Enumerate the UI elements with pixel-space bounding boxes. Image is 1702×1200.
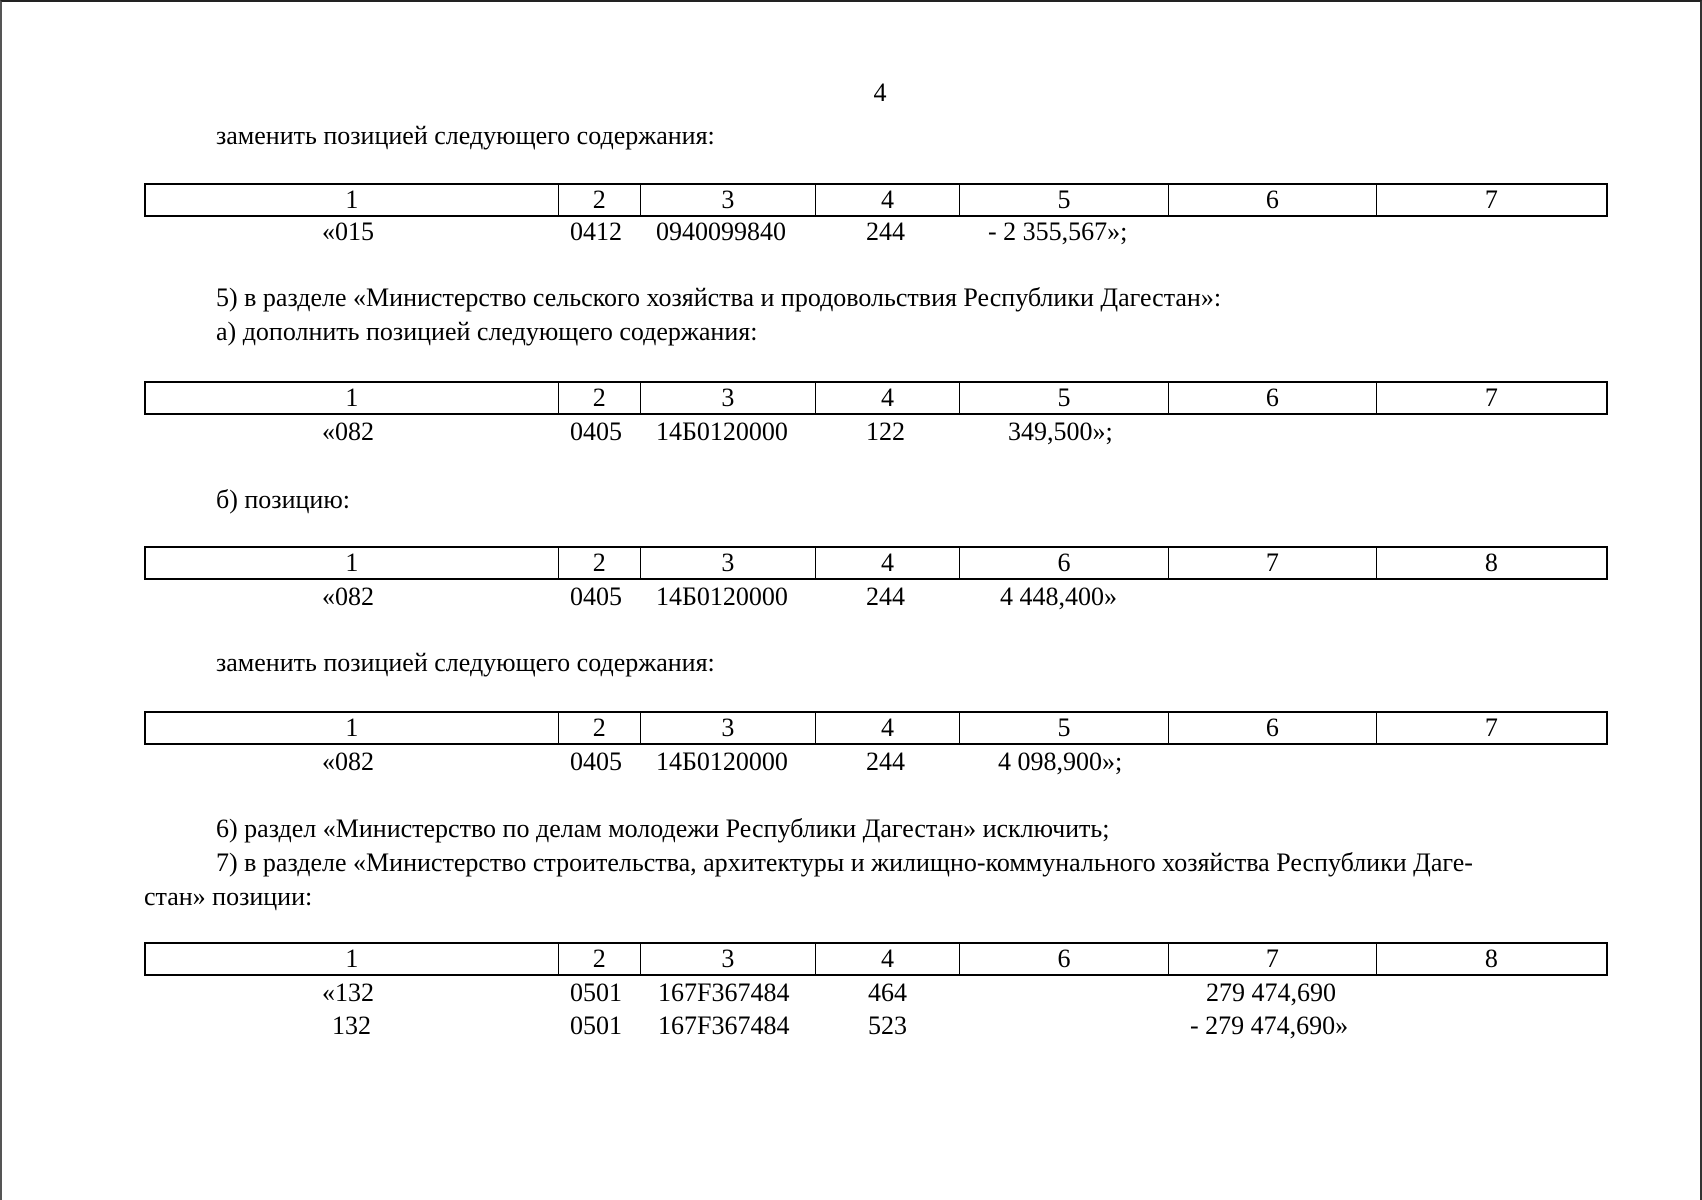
cell-col4: 244 xyxy=(866,747,905,776)
cell-col1: «132 xyxy=(322,978,374,1007)
header-cell: 2 xyxy=(559,713,641,743)
header-cell: 6 xyxy=(1169,383,1376,413)
header-cell: 5 xyxy=(960,185,1169,215)
table-3-header xyxy=(144,546,1608,580)
header-cell: 8 xyxy=(1484,548,1498,577)
header-cell: 7 xyxy=(1169,944,1376,974)
header-cell: 2 xyxy=(559,944,641,974)
cell-col2: 0405 xyxy=(570,747,622,776)
cell-col3: 14Б0120000 xyxy=(656,747,788,776)
table-2-header xyxy=(144,381,1608,415)
paragraph-replace-2: заменить позицией следующего содержания: xyxy=(216,648,715,677)
header-cell: 7 xyxy=(1484,383,1498,412)
header-cell: 6 xyxy=(1169,713,1376,743)
table-row xyxy=(144,747,1608,779)
cell-col3: 0940099840 xyxy=(656,217,786,246)
header-cell: 6 xyxy=(1169,185,1376,215)
cell-col4: 244 xyxy=(866,217,905,246)
cell-col1: 132 xyxy=(332,1011,371,1040)
cell-col2: 0405 xyxy=(570,417,622,446)
cell-col2: 0501 xyxy=(570,978,622,1007)
header-cell: 1 xyxy=(146,944,559,974)
cell-col4: 523 xyxy=(868,1011,907,1040)
cell-col2: 0501 xyxy=(570,1011,622,1040)
cell-col3: 14Б0120000 xyxy=(656,582,788,611)
cell-col2: 0405 xyxy=(570,582,622,611)
header-cell: 7 xyxy=(1169,548,1376,578)
table-row xyxy=(144,417,1608,449)
table-5-header xyxy=(144,942,1608,976)
header-cell: 7 xyxy=(1484,185,1498,214)
header-cell: 4 xyxy=(816,944,960,974)
header-cell: 2 xyxy=(559,383,641,413)
cell-value: - 2 355,567»; xyxy=(988,217,1128,246)
header-cell: 7 xyxy=(1484,713,1498,742)
cell-col3: 14Б0120000 xyxy=(656,417,788,446)
cell-col4: 122 xyxy=(866,417,905,446)
header-cell: 4 xyxy=(816,548,960,578)
header-cell: 5 xyxy=(960,713,1169,743)
paragraph-section-5: 5) в разделе «Министерство сельского хозяйства и продовольствия Республики Дагестан»: xyxy=(216,283,1222,312)
header-cell: 3 xyxy=(641,944,817,974)
header-cell: 3 xyxy=(641,185,817,215)
header-cell: 8 xyxy=(1484,944,1498,973)
header-cell: 2 xyxy=(559,185,641,215)
header-cell: 4 xyxy=(816,713,960,743)
table-row xyxy=(144,582,1608,614)
paragraph-5a: а) дополнить позицией следующего содержания: xyxy=(216,317,758,346)
cell-value: - 279 474,690» xyxy=(1190,1011,1349,1040)
header-cell: 4 xyxy=(816,383,960,413)
cell-col1: «015 xyxy=(322,217,374,246)
cell-col3: 167F367484 xyxy=(658,978,790,1007)
cell-col1: «082 xyxy=(322,747,374,776)
cell-value: 349,500»; xyxy=(1008,417,1113,446)
cell-value: 4 098,900»; xyxy=(998,747,1123,776)
paragraph-section-6: 6) раздел «Министерство по делам молодежи Республики Дагестан» исключить; xyxy=(216,814,1110,843)
header-cell: 5 xyxy=(960,383,1169,413)
header-cell: 1 xyxy=(146,185,559,215)
cell-value: 279 474,690 xyxy=(1206,978,1336,1007)
header-cell: 6 xyxy=(960,548,1169,578)
header-cell: 1 xyxy=(146,713,559,743)
header-cell: 2 xyxy=(559,548,641,578)
paragraph-replace-1: заменить позицией следующего содержания: xyxy=(216,121,715,150)
header-cell: 6 xyxy=(960,944,1169,974)
cell-col4: 244 xyxy=(866,582,905,611)
table-1-header xyxy=(144,183,1608,217)
page-number: 4 xyxy=(873,78,887,107)
cell-col3: 167F367484 xyxy=(658,1011,790,1040)
cell-col1: «082 xyxy=(322,582,374,611)
table-row xyxy=(144,1011,1608,1043)
header-cell: 1 xyxy=(146,383,559,413)
header-cell: 3 xyxy=(641,713,817,743)
paragraph-section-7-cont: стан» позиции: xyxy=(144,882,313,911)
paragraph-section-7: 7) в разделе «Министерство строительства, архитектуры и жилищно-коммунального хозяйства Республики Даге- xyxy=(216,848,1473,877)
table-4-header xyxy=(144,711,1608,745)
cell-col2: 0412 xyxy=(570,217,622,246)
table-row xyxy=(144,978,1608,1010)
paragraph-5b: б) позицию: xyxy=(216,485,350,514)
header-cell: 1 xyxy=(146,548,559,578)
header-cell: 3 xyxy=(641,383,817,413)
header-cell: 3 xyxy=(641,548,817,578)
cell-col1: «082 xyxy=(322,417,374,446)
cell-value: 4 448,400» xyxy=(1000,582,1117,611)
header-cell: 4 xyxy=(816,185,960,215)
table-row xyxy=(144,217,1608,249)
cell-col4: 464 xyxy=(868,978,907,1007)
